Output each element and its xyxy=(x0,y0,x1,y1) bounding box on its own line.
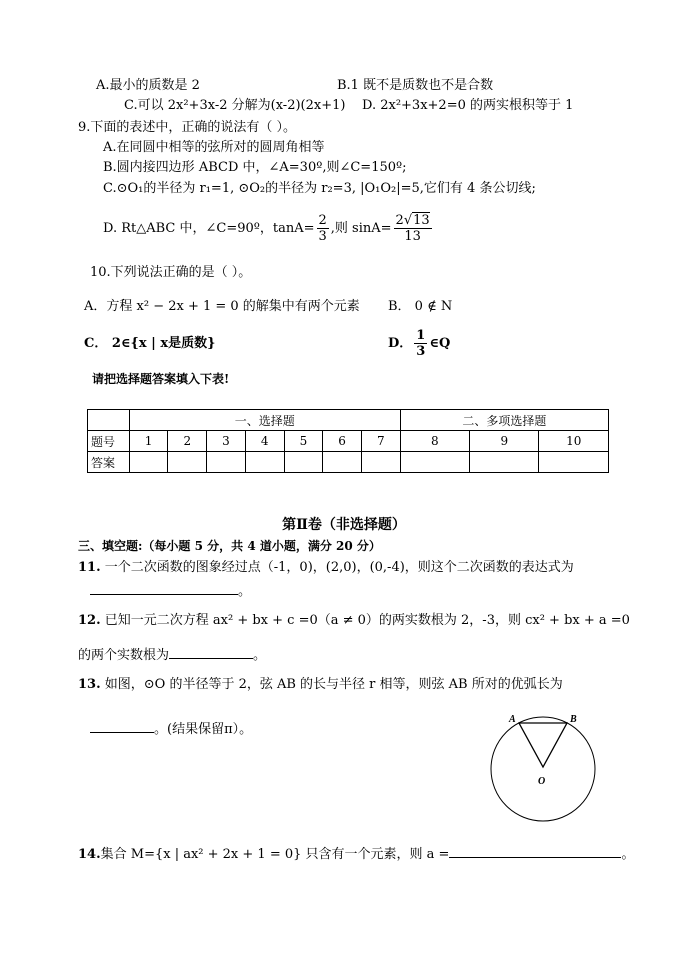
number-cell: 9 xyxy=(470,431,539,452)
q12-number: 12. xyxy=(78,613,101,628)
q11-answer-blank[interactable] xyxy=(90,582,238,595)
q14-number: 14. xyxy=(78,847,101,862)
circle-figure xyxy=(486,712,604,826)
answer-cell[interactable] xyxy=(539,452,609,473)
tan-numerator: 2 xyxy=(318,213,327,228)
number-cell: 3 xyxy=(207,431,246,452)
q14-text xyxy=(78,845,634,863)
q12-answer-line xyxy=(78,646,266,664)
sin-numerator: 2√13 xyxy=(395,213,430,228)
q10-option-d xyxy=(388,326,450,362)
q9-option-a: A.在同圆中相等的弦所对的圆周角相等 xyxy=(103,140,325,155)
sin-fraction xyxy=(394,213,432,244)
answer-cell[interactable] xyxy=(284,452,323,473)
number-cell: 2 xyxy=(168,431,207,452)
q13-number: 13. xyxy=(78,677,101,692)
answer-cell[interactable] xyxy=(207,452,246,473)
q14-end: 。 xyxy=(621,847,635,862)
q8-option-c: C.可以 2x²+3x-2 分解为(x-2)(2x+1) xyxy=(124,98,346,113)
table-instruction: 请把选择题答案填入下表! xyxy=(92,372,230,386)
q11-text xyxy=(78,560,574,576)
row-label-answer: 答案 xyxy=(88,452,130,473)
q9-option-d-prefix: D. Rt△ABC 中，∠C=90º，tanA= xyxy=(103,221,315,236)
q8-option-a: A.最小的质数是 2 xyxy=(96,78,200,93)
part2-title: 第Ⅱ卷（非选择题） xyxy=(282,517,406,533)
circle-o xyxy=(491,717,595,821)
table-corner-cell xyxy=(88,410,130,431)
number-cell: 7 xyxy=(361,431,400,452)
q10-stem: 10.下列说法正确的是（ ）。 xyxy=(90,265,252,280)
q12-answer-blank[interactable] xyxy=(169,646,253,659)
q13-text xyxy=(78,677,563,693)
answer-cell[interactable] xyxy=(168,452,207,473)
answer-cell[interactable] xyxy=(129,452,168,473)
number-cell: 1 xyxy=(129,431,168,452)
q9-option-c: C.⊙O₁的半径为 r₁=1, ⊙O₂的半径为 r₂=3, |O₁O₂|=5,它们有 4 条公切线; xyxy=(103,181,536,196)
q13-end: 。(结果保留π）。 xyxy=(154,722,253,737)
q10-option-d-prefix: D． xyxy=(388,336,413,351)
q11-stem: 一个二次函数的图象经过点（-1，0)，(2,0)，(0,-4)，则这个二次函数的表达式为 xyxy=(100,560,574,575)
section3-title: 三、填空题:（每小题 5 分，共 4 道小题，满分 20 分） xyxy=(78,539,381,553)
q12-text xyxy=(78,613,630,629)
triangle-oab xyxy=(519,723,567,767)
q9-option-d xyxy=(103,210,434,248)
tan-fraction xyxy=(317,213,329,244)
q11-end: 。 xyxy=(238,584,252,599)
answer-cell[interactable] xyxy=(400,452,469,473)
header-single-choice: 一、选择题 xyxy=(129,410,400,431)
label-o: O xyxy=(538,776,546,787)
table-answer-row xyxy=(88,452,609,473)
table-number-row xyxy=(88,431,609,452)
q10-fraction xyxy=(414,328,427,359)
q12-end: 。 xyxy=(253,648,267,663)
q9-option-b: B.圆内接四边形 ABCD 中，∠A=30º,则∠C=150º; xyxy=(103,160,407,175)
q10-option-b: B． 0 ∉ N xyxy=(388,299,453,314)
q10-option-a: A．方程 x² − 2x + 1 = 0 的解集中有两个元素 xyxy=(84,299,360,314)
q8-option-d: D. 2x²+3x+2=0 的两实根积等于 1 xyxy=(362,98,574,113)
q13-answer-line xyxy=(90,720,252,738)
answer-cell[interactable] xyxy=(470,452,539,473)
q11-number: 11. xyxy=(78,560,101,575)
number-cell: 10 xyxy=(539,431,609,452)
table-header-row xyxy=(88,410,609,431)
answer-cell[interactable] xyxy=(245,452,284,473)
tan-denominator: 3 xyxy=(318,229,327,244)
q12-line2: 的两个实数根为 xyxy=(78,648,170,663)
number-cell: 6 xyxy=(323,431,362,452)
number-cell: 8 xyxy=(400,431,469,452)
q8-option-b: B.1 既不是质数也不是合数 xyxy=(337,78,494,93)
label-a: A xyxy=(509,714,516,725)
answer-cell[interactable] xyxy=(361,452,400,473)
q13-stem: 如图，⊙O 的半径等于 2，弦 AB 的长与半径 r 相等，则弦 AB 所对的优弧长为 xyxy=(100,677,563,692)
q12-stem: 已知一元二次方程 ax² + bx + c =0（a ≠ 0）的两实数根为 2，-3，则 cx² + bx + a =0 xyxy=(100,613,630,628)
q11-answer-line xyxy=(90,582,251,600)
q14-answer-blank[interactable] xyxy=(449,845,621,858)
number-cell: 4 xyxy=(245,431,284,452)
sin-coef: 2 xyxy=(395,213,404,228)
q13-answer-blank[interactable] xyxy=(90,720,154,733)
q10-option-d-suffix: ∈Q xyxy=(429,336,451,351)
q9-option-d-mid: ,则 sinA= xyxy=(330,221,392,236)
number-cell: 5 xyxy=(284,431,323,452)
q14-stem: 集合 M={x | ax² + 2x + 1 = 0} 只含有一个元素，则 a = xyxy=(100,847,450,862)
q10-option-c: C． 2∈{x | x是质数} xyxy=(84,336,216,351)
row-label-number: 题号 xyxy=(88,431,130,452)
q10-denominator: 3 xyxy=(416,344,426,359)
label-b: B xyxy=(570,714,577,725)
header-multi-choice: 二、多项选择题 xyxy=(400,410,608,431)
q10-numerator: 1 xyxy=(416,328,426,343)
sin-radicand: 13 xyxy=(413,213,430,228)
q9-stem: 9.下面的表述中，正确的说法有（ ）。 xyxy=(78,120,297,135)
sin-denominator: 13 xyxy=(404,229,421,244)
answer-table xyxy=(87,409,609,473)
answer-cell[interactable] xyxy=(323,452,362,473)
